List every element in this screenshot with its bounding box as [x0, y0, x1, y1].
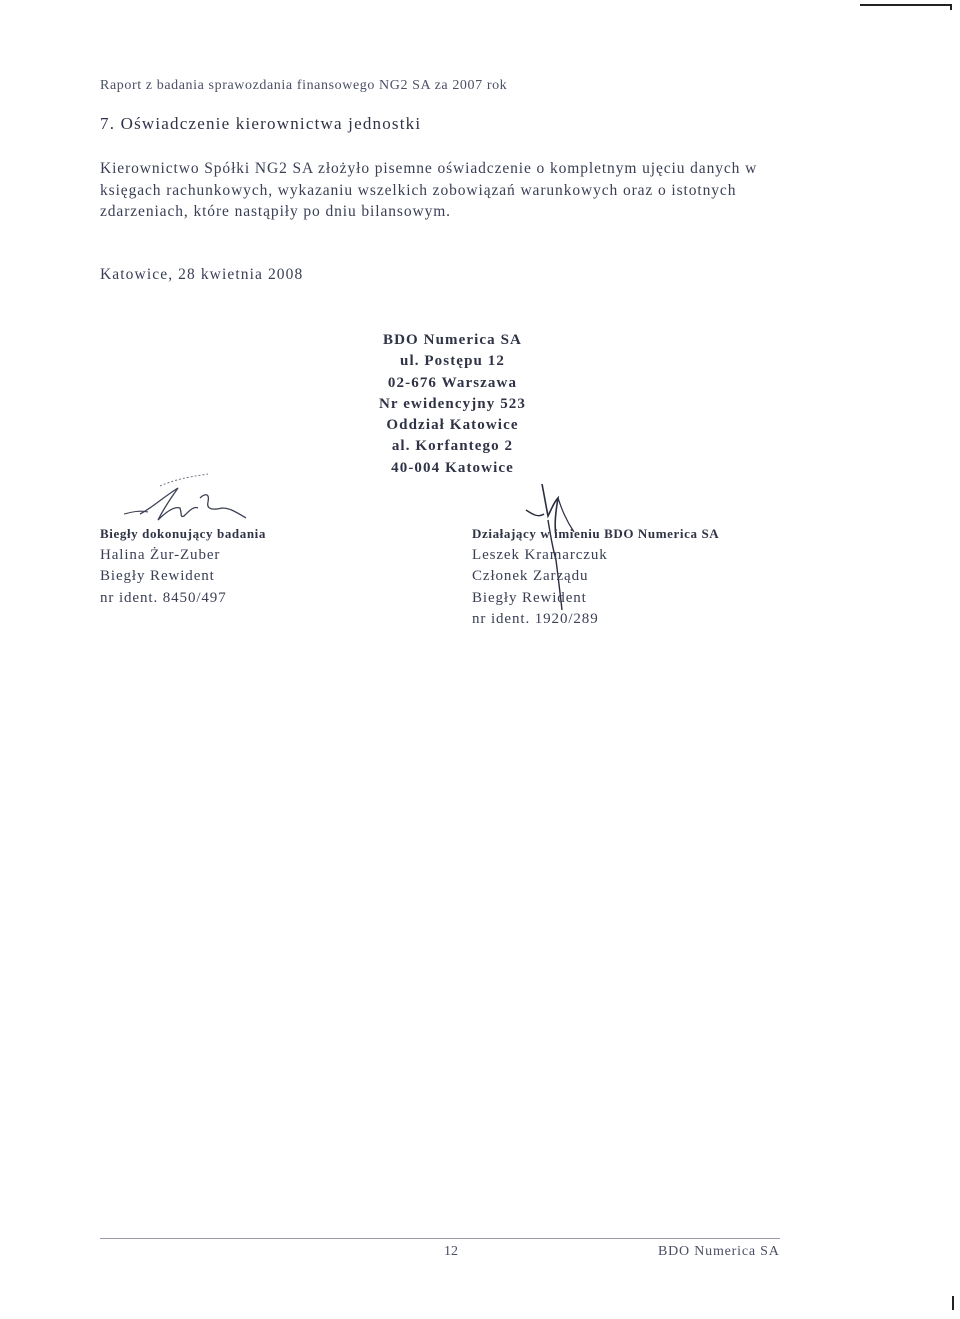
management-statement-paragraph [100, 158, 805, 223]
stamp-line: Oddział Katowice [386, 417, 519, 434]
signatory-title: Biegły Rewident [472, 589, 587, 606]
footer-divider [100, 1238, 780, 1239]
company-stamp [340, 330, 565, 479]
signatory-title: Biegły Rewident [100, 568, 215, 584]
statement-line: księgach rachunkowych, wykazaniu wszelkich zobowiązań warunkowych oraz o istotnych [100, 181, 737, 199]
page-number: 12 [444, 1244, 458, 1259]
signatory-role: Działający w imieniu BDO Numerica SA [472, 526, 720, 541]
footer-company-name: BDO Numerica SA [658, 1244, 780, 1259]
scan-edge-mark [952, 1296, 954, 1310]
signatory-name: Leszek Kramarczuk [472, 546, 608, 563]
signatory-position: Członek Zarządu [472, 568, 589, 584]
scan-corner-tick [950, 4, 952, 10]
statement-line: zdarzeniach, które nastąpiły po dniu bilansowym. [100, 203, 451, 220]
handwritten-signature-left [118, 468, 268, 528]
representative-signature-block [472, 523, 719, 631]
signatory-id: nr ident. 1920/289 [472, 611, 599, 627]
section-heading: 7. Oświadczenie kierownictwa jednostki [100, 114, 422, 133]
signatory-id: nr ident. 8450/497 [100, 589, 227, 606]
auditor-signature-block [100, 523, 266, 609]
report-header: Raport z badania sprawozdania finansowego NG2 SA za 2007 rok [100, 78, 508, 93]
stamp-line: 40-004 Katowice [391, 459, 514, 476]
stamp-line: ul. Postępu 12 [400, 353, 505, 370]
signatory-name: Halina Żur-Zuber [100, 546, 221, 563]
stamp-line: 02-676 Warszawa [387, 374, 518, 391]
place-and-date: Katowice, 28 kwietnia 2008 [100, 266, 304, 283]
stamp-line: BDO Numerica SA [383, 332, 522, 348]
stamp-line: Nr ewidencyjny 523 [378, 395, 526, 412]
scan-corner-mark [860, 4, 952, 6]
statement-line: Kierownictwo Spółki NG2 SA złożyło pisemne oświadczenie o kompletnym ujęciu danych w [100, 160, 758, 177]
signatory-role: Biegły dokonujący badania [100, 526, 266, 541]
stamp-line: al. Korfantego 2 [391, 438, 514, 455]
